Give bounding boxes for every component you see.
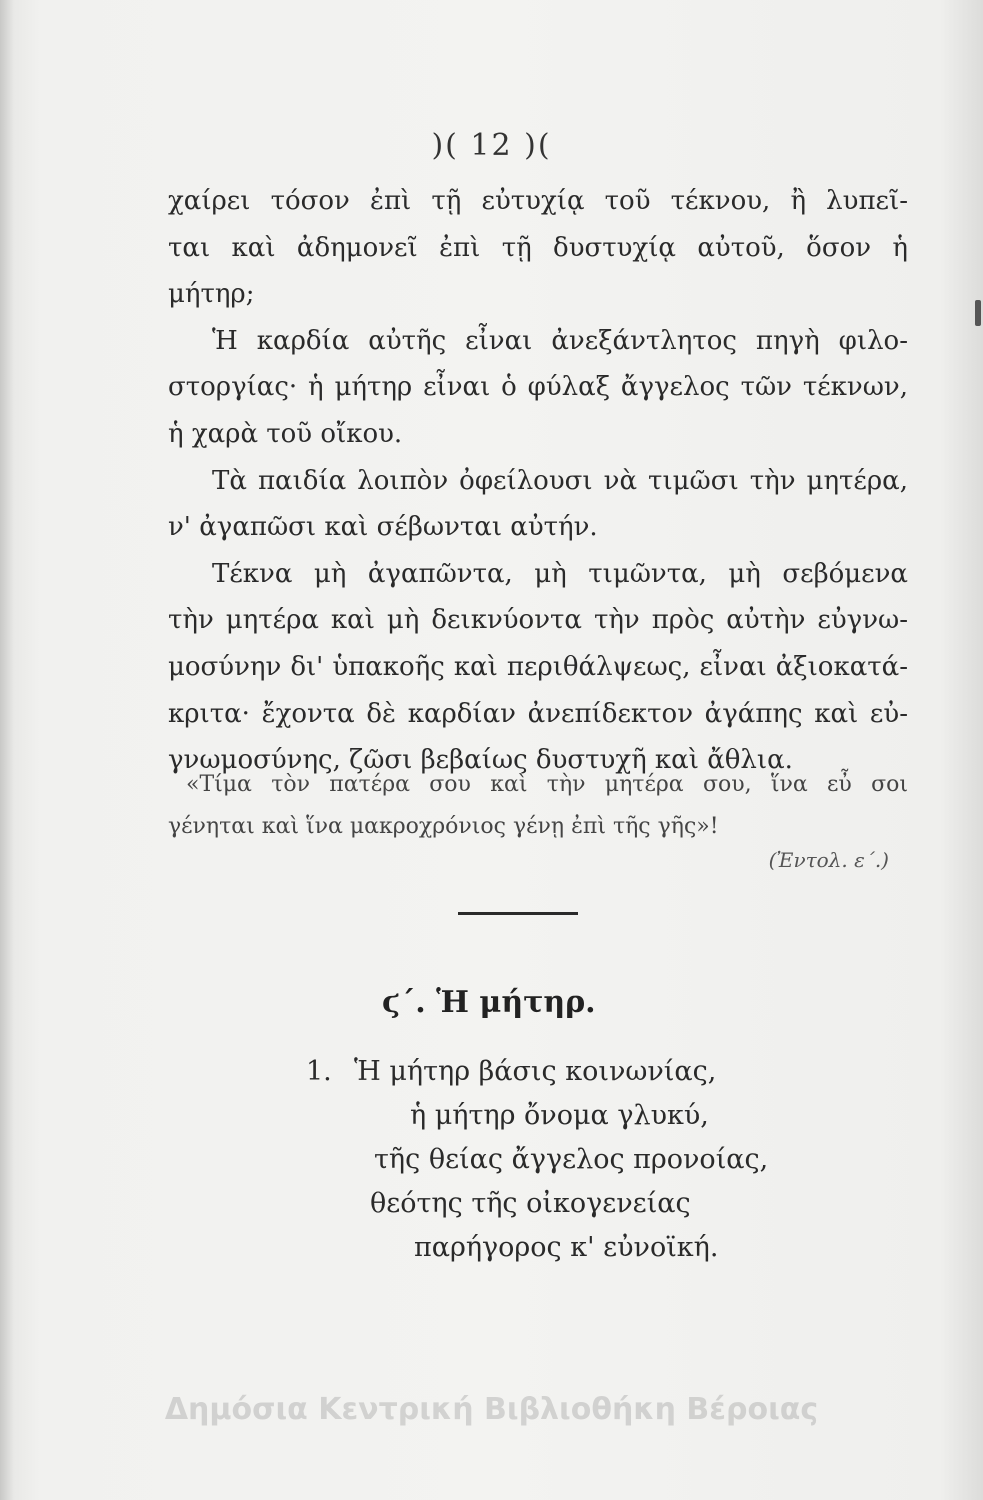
page-number: )( 12 )( — [431, 128, 552, 163]
text-line: μοσύνην δι' ὑπακοῆς καὶ περιθάλψεως, εἶναι ἀξιοκατά- — [168, 651, 908, 682]
poem-number: 1. — [306, 1056, 332, 1087]
text-line: ται καὶ ἀδημονεῖ ἐπὶ τῇ δυστυχίᾳ αὐτοῦ, ὅσον ἡ — [168, 232, 908, 263]
text-line: Τέκνα μὴ ἀγαπῶντα, μὴ τιμῶντα, μὴ σεβόμενα — [212, 558, 908, 589]
text-line: χαίρει τόσον ἐπὶ τῇ εὐτυχίᾳ τοῦ τέκνου, ἢ λυπεῖ- — [168, 186, 908, 216]
text-line: ν' ἀγαπῶσι καὶ σέβωνται αὐτήν. — [168, 512, 598, 543]
section-heading: ϛ΄. Ἡ μήτηρ. — [382, 985, 596, 1020]
section-divider — [458, 912, 578, 915]
scripture-quote — [168, 764, 908, 848]
text-line: τὴν μητέρα καὶ μὴ δεικνύοντα τὴν πρὸς αὐτὴν εὐγνω- — [168, 605, 908, 636]
poem-line-text: Ἡ μήτηρ βάσις κοινωνίας, — [354, 1056, 717, 1087]
poem-line: θεότης τῆς οἰκογενείας — [370, 1188, 691, 1219]
poem-line — [306, 1050, 866, 1094]
text-line: ἡ χαρὰ τοῦ οἴκου. — [168, 418, 403, 449]
text-line: Ἡ καρδία αὐτῆς εἶναι ἀνεξάντλητος πηγὴ φιλο- — [212, 325, 908, 356]
text-line: γνωμοσύνης, ζῶσι βεβαίως δυστυχῆ καὶ ἄθλια. — [168, 745, 793, 776]
poem-line: τῆς θείας ἄγγελος προνοίας, — [374, 1144, 769, 1175]
library-watermark: Δημόσια Κεντρική Βιβλιοθήκη Βέροιας — [164, 1392, 819, 1427]
poem-line: ἡ μήτηρ ὄνομα γλυκύ, — [410, 1100, 709, 1131]
poem — [306, 1050, 866, 1270]
quote-line: «Τίμα τὸν πατέρα σου καὶ τὴν μητέρα σου, ἵνα εὖ σοι — [186, 772, 908, 797]
text-line: μήτηρ; — [168, 279, 255, 310]
body-text — [168, 178, 908, 784]
text-line: κριτα· ἔχοντα δὲ καρδίαν ἀνεπίδεκτον ἀγάπης καὶ εὐ- — [168, 698, 908, 729]
text-line: στοργίας· ἡ μήτηρ εἶναι ὁ φύλαξ ἄγγελος τῶν τέκνων, — [168, 372, 908, 403]
page-edge-mark — [975, 300, 981, 326]
poem-line: παρήγορος κ' εὐνοϊκή. — [414, 1232, 719, 1263]
text-line: Τὰ παιδία λοιπὸν ὀφείλουσι νὰ τιμῶσι τὴν μητέρα, — [212, 465, 908, 496]
quote-line: γένηται καὶ ἵνα μακροχρόνιος γένῃ ἐπὶ τῆς γῆς»! — [168, 814, 719, 839]
quote-source: (Ἐντολ. ε΄.) — [768, 848, 889, 872]
